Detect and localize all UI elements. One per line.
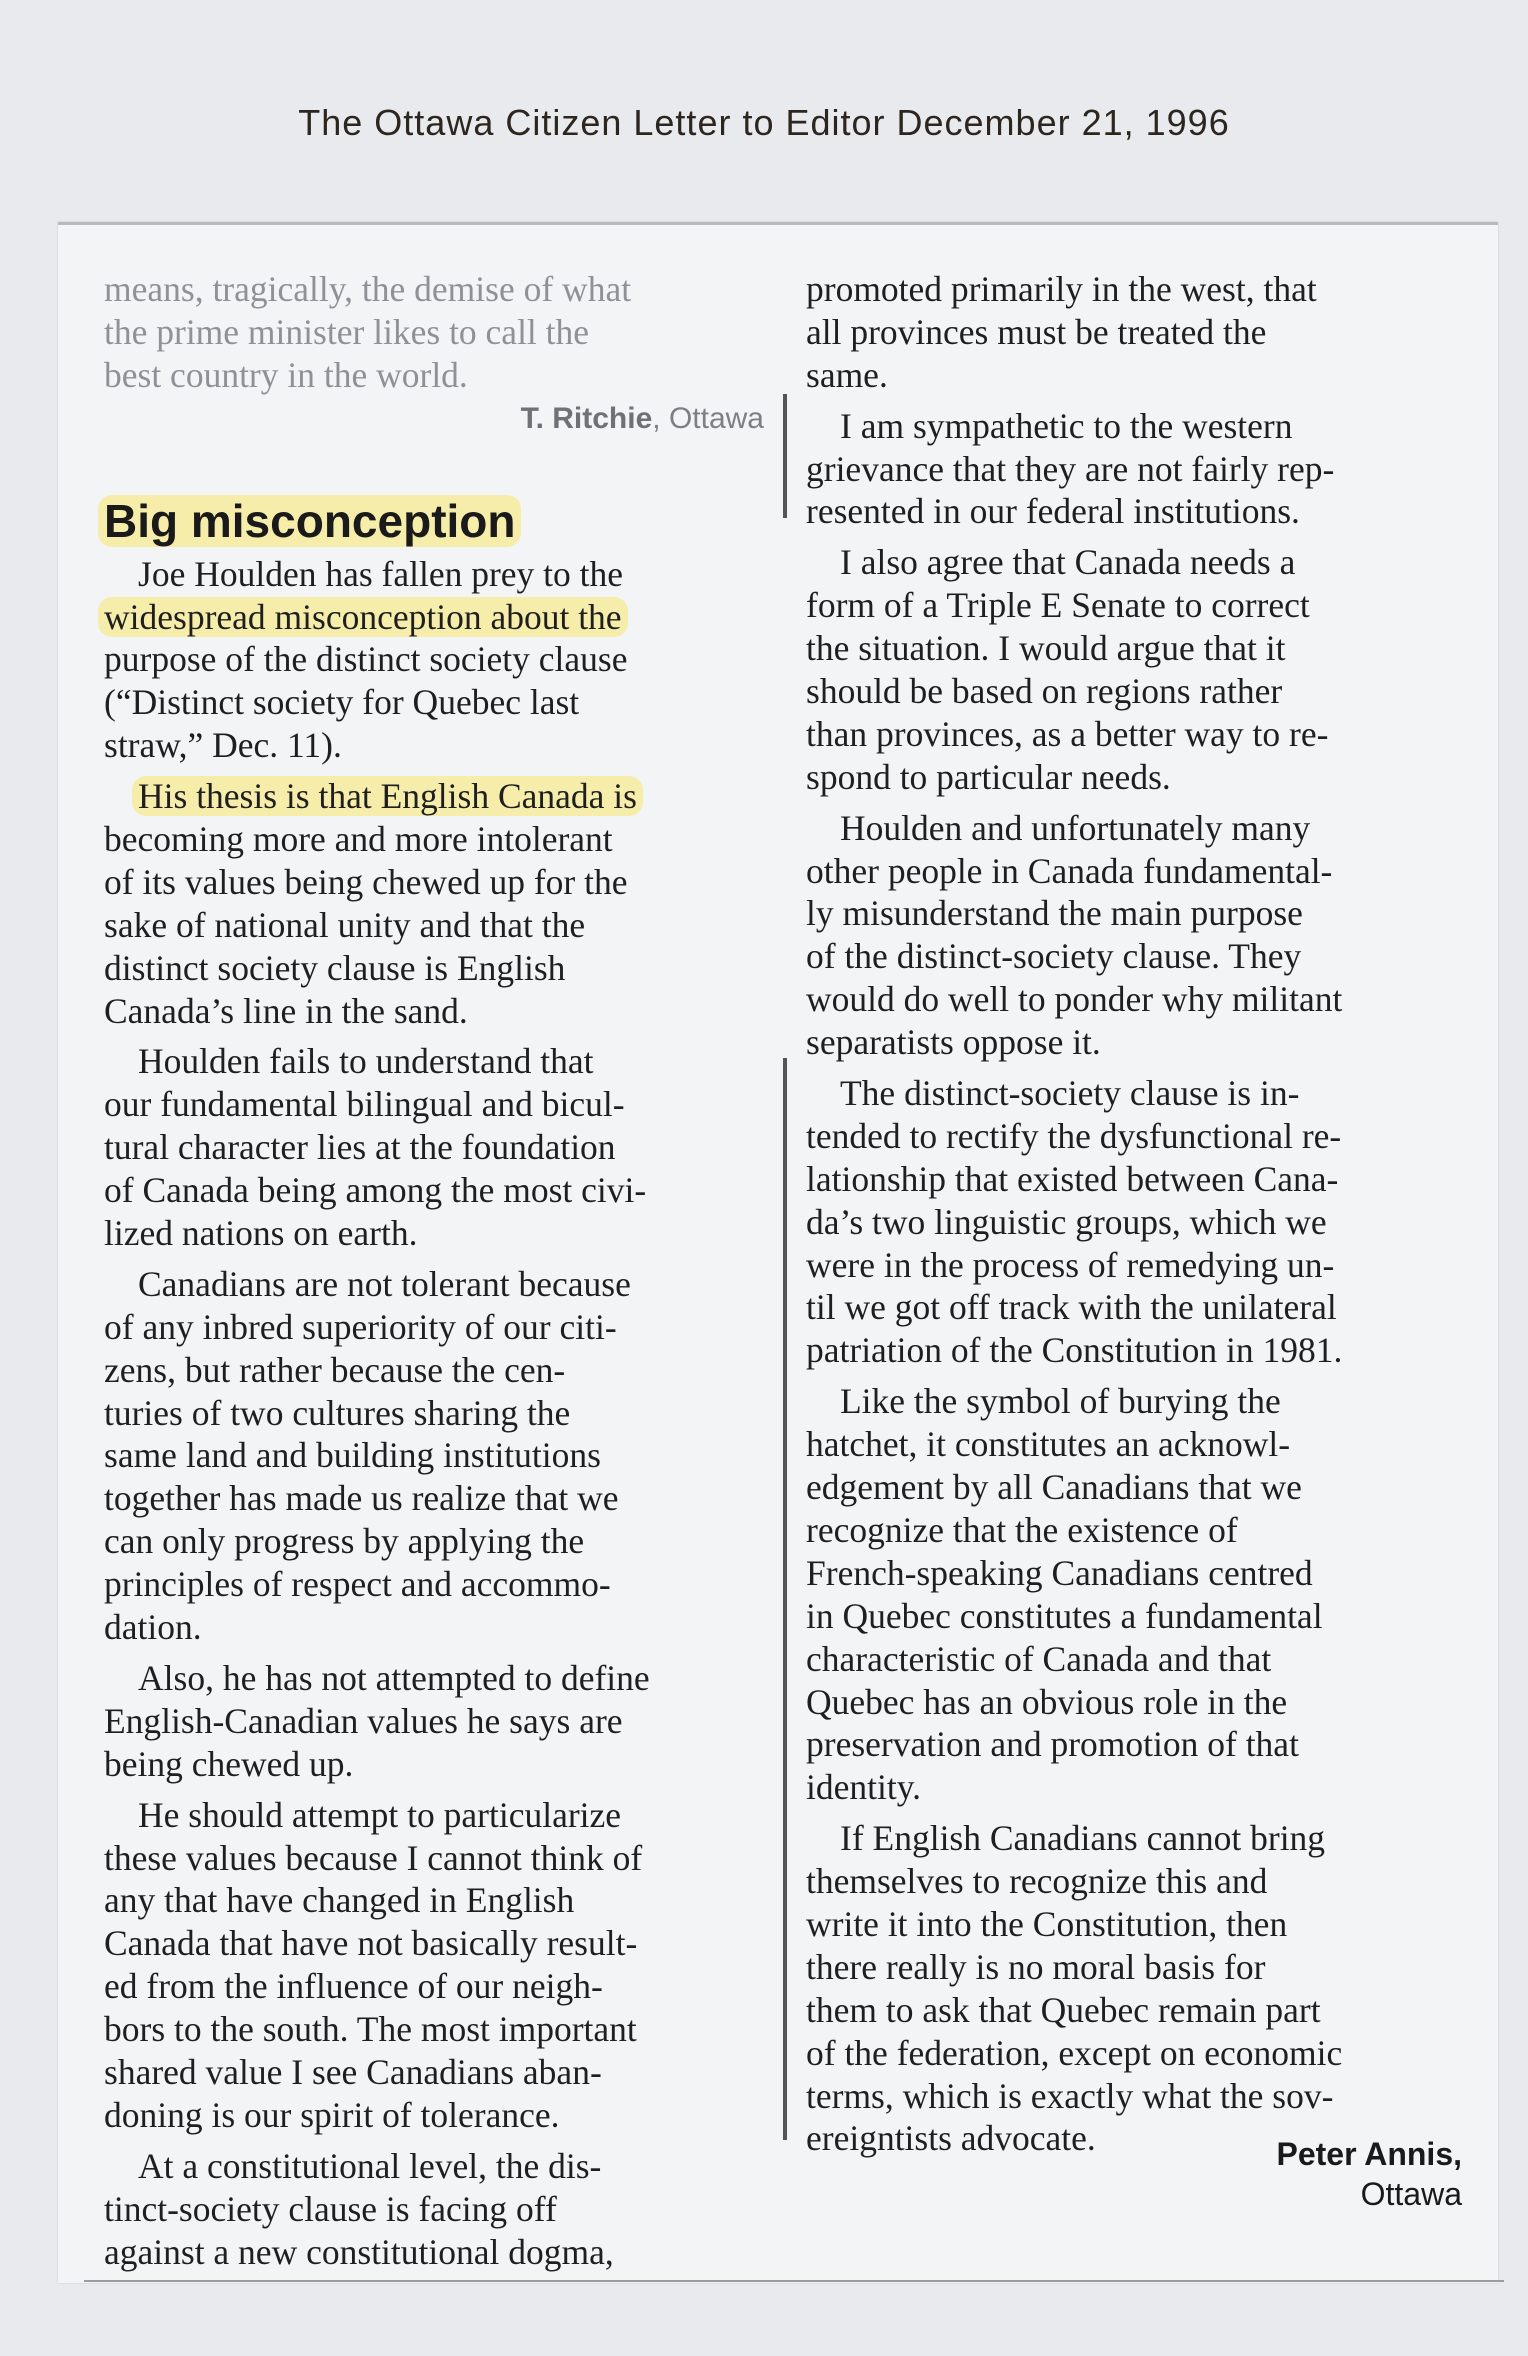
text-line: tural character lies at the foundation — [104, 1127, 616, 1168]
text-line: Like the symbol of burying the — [840, 1381, 1281, 1422]
text-line: He should attempt to particularize — [138, 1794, 622, 1835]
text-line: straw,” Dec. 11). — [104, 725, 342, 766]
text-line: purpose of the distinct society clause — [104, 639, 628, 680]
text-line: can only progress by applying the — [104, 1521, 585, 1562]
text-line: At a constitutional level, the dis- — [138, 2145, 602, 2186]
right-column — [806, 268, 1448, 2160]
text-line: our fundamental bilingual and bicul- — [104, 1084, 625, 1125]
text-line: write it into the Constitution, then — [806, 1903, 1288, 1944]
letter-signature — [1276, 2134, 1462, 2214]
text-line: separatists oppose it. — [806, 1022, 1101, 1063]
text-line: recognize that the existence of — [806, 1509, 1238, 1550]
text-line: any that have changed in English — [104, 1880, 575, 1921]
text-line: same land and building institutions — [104, 1435, 601, 1476]
text-line: would do well to ponder why militant — [806, 979, 1343, 1020]
signature-location: Ottawa — [1360, 2176, 1462, 2212]
text-line: grievance that they are not fairly rep- — [806, 448, 1335, 489]
text-line: than provinces, as a better way to re- — [806, 713, 1329, 754]
letter-body-left — [104, 553, 764, 2274]
text-line: best country in the world. — [104, 354, 468, 395]
text-line: I am sympathetic to the western — [840, 405, 1293, 446]
text-line: them to ask that Quebec remain part — [806, 1989, 1321, 2030]
text-line: The distinct-society clause is in- — [840, 1073, 1300, 1114]
byline-author: T. Ritchie — [520, 401, 653, 435]
text-line: Houlden fails to understand that — [138, 1041, 594, 1082]
text-line: lationship that existed between Cana- — [806, 1158, 1339, 1199]
margin-mark-bar — [783, 394, 787, 518]
text-line: identity. — [806, 1767, 922, 1808]
clipping-bottom-rule — [84, 2280, 1504, 2282]
text-line: spond to particular needs. — [806, 756, 1171, 797]
text-line: tended to rectify the dysfunctional re- — [806, 1115, 1342, 1156]
text-line: together has made us realize that we — [104, 1478, 619, 1519]
text-line — [104, 596, 764, 639]
text-line: of the distinct-society clause. They — [806, 936, 1302, 977]
previous-letter-byline — [104, 399, 764, 439]
text-line: doning is our spirit of tolerance. — [104, 2094, 560, 2135]
text-line: there really is no moral basis for — [806, 1946, 1266, 1987]
text-line — [104, 775, 764, 818]
text-line: If English Canadians cannot bring — [840, 1818, 1326, 1859]
text-line: preservation and promotion of that — [806, 1724, 1299, 1765]
text-line: edgement by all Canadians that we — [806, 1467, 1302, 1508]
text-line: Canadians are not tolerant because — [138, 1263, 631, 1304]
text-line: shared value I see Canadians aban- — [104, 2051, 602, 2092]
text-line: sake of national unity and that the — [104, 904, 586, 945]
text-line: other people in Canada fundamental- — [806, 850, 1333, 891]
text-line: hatchet, it constitutes an acknowl- — [806, 1424, 1291, 1465]
text-line: ereigntists advocate. — [806, 2118, 1096, 2159]
text-line: being chewed up. — [104, 1743, 354, 1784]
text-line: terms, which is exactly what the sov- — [806, 2075, 1334, 2116]
text-line: themselves to recognize this and — [806, 1861, 1268, 1902]
text-line: should be based on regions rather — [806, 671, 1283, 712]
left-column — [104, 268, 764, 2273]
text-line: turies of two cultures sharing the — [104, 1392, 571, 1433]
text-line: French-speaking Canadians centred — [806, 1552, 1313, 1593]
text-line: ed from the influence of our neigh- — [104, 1966, 603, 2007]
text-line: of any inbred superiority of our citi- — [104, 1306, 617, 1347]
text-line: ly misunderstand the main purpose — [806, 893, 1303, 934]
text-line: principles of respect and accommo- — [104, 1564, 611, 1605]
text-line: becoming more and more intolerant — [104, 819, 613, 860]
text-line: tinct-society clause is facing off — [104, 2188, 557, 2229]
text-line: the prime minister likes to call the — [104, 311, 590, 352]
text-line: zens, but rather because the cen- — [104, 1349, 566, 1390]
text-line: these values because I cannot think of — [104, 1837, 643, 1878]
text-line: dation. — [104, 1607, 202, 1648]
text-line: English-Canadian values he says are — [104, 1700, 623, 1741]
text-line: against a new constitutional dogma, — [104, 2231, 614, 2272]
text-line: were in the process of remedying un- — [806, 1244, 1335, 1285]
text-line: lized nations on earth. — [104, 1213, 418, 1254]
text-line: form of a Triple E Senate to correct — [806, 585, 1310, 626]
previous-letter-text — [104, 268, 764, 397]
highlighted-text: widespread misconception about the — [98, 597, 628, 637]
text-line: of the federation, except on economic — [806, 2032, 1343, 2073]
text-line: Canada that have not basically result- — [104, 1923, 638, 1964]
text-line: Houlden and unfortunately many — [840, 807, 1311, 848]
text-line: (“Distinct society for Quebec last — [104, 682, 580, 723]
text-line: bors to the south. The most important — [104, 2009, 637, 2050]
headline-text: Big misconception — [98, 495, 521, 547]
letter-headline — [104, 493, 764, 549]
text-line: Quebec has an obvious role in the — [806, 1681, 1288, 1722]
text-line: same. — [806, 354, 888, 395]
text-line: in Quebec constitutes a fundamental — [806, 1595, 1323, 1636]
byline-location: , Ottawa — [652, 401, 764, 435]
text-line: all provinces must be treated the — [806, 311, 1267, 352]
text-line: Also, he has not attempted to define — [138, 1657, 650, 1698]
text-line: distinct society clause is English — [104, 947, 566, 988]
page-title: The Ottawa Citizen Letter to Editor December 21, 1996 — [298, 102, 1230, 143]
text-line: promoted primarily in the west, that — [806, 269, 1317, 309]
text-line: patriation of the Constitution in 1981. — [806, 1330, 1343, 1371]
text-line: of its values being chewed up for the — [104, 861, 628, 902]
text-line: means, tragically, the demise of what — [104, 269, 632, 309]
text-line: til we got off track with the unilateral — [806, 1287, 1337, 1328]
signature-name: Peter Annis, — [1276, 2136, 1462, 2172]
text-line: da’s two linguistic groups, which we — [806, 1201, 1327, 1242]
text-line: Joe Houlden has fallen prey to the — [138, 553, 624, 594]
text-line: Canada’s line in the sand. — [104, 990, 468, 1031]
text-line: I also agree that Canada needs a — [840, 542, 1296, 583]
text-line: resented in our federal institutions. — [806, 491, 1300, 532]
text-line: the situation. I would argue that it — [806, 628, 1286, 669]
text-line: of Canada being among the most civi- — [104, 1170, 647, 1211]
margin-mark-bar — [783, 1058, 787, 2140]
text-line: characteristic of Canada and that — [806, 1638, 1272, 1679]
highlighted-text: His thesis is that English Canada is — [132, 776, 643, 816]
